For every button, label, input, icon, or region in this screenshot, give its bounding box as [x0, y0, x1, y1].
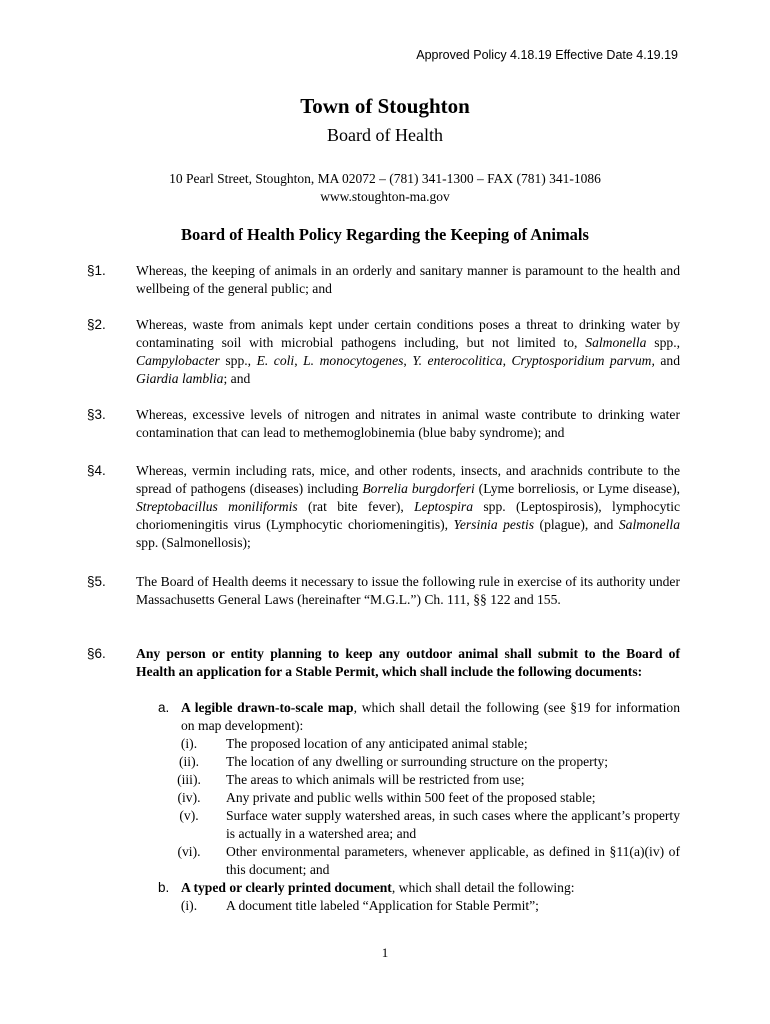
item-number: (iii). [177, 772, 201, 787]
list-item [170, 789, 680, 807]
section-2 [87, 316, 680, 388]
subsection-text: A legible drawn-to-scale map, which shall detail the following (see §19 for information on map development): [181, 700, 680, 733]
section-number: §1. [87, 263, 106, 278]
list-item [170, 897, 680, 915]
subsection-text: A typed or clearly printed document, which shall detail the following: [181, 880, 575, 895]
item-text: A document title labeled “Application for Stable Permit”; [226, 898, 539, 913]
item-number: (ii). [178, 754, 199, 769]
item-text: The location of any dwelling or surrounding structure on the property; [226, 754, 609, 769]
section-1 [87, 262, 680, 298]
section-text: The Board of Health deems it necessary to issue the following rule in exercise of its authority under Massachusetts General Laws (hereinafter “M.G.L.”) Ch. 111, §§ 122 and 155. [136, 574, 680, 607]
list-item [170, 843, 680, 879]
item-number: (i). [180, 736, 198, 751]
item-number: (vi). [177, 844, 201, 859]
item-text: Surface water supply watershed areas, in such cases where the applicant’s property is actually in a watershed area; and [226, 808, 680, 841]
section-text: Whereas, the keeping of animals in an orderly and sanitary manner is paramount to the health and wellbeing of the general public; and [136, 263, 680, 296]
item-text: Other environmental parameters, whenever applicable, as defined in §11(a)(iv) of this document; and [226, 844, 680, 877]
section-4 [87, 462, 680, 552]
subsection-a [158, 699, 680, 735]
address-line: 10 Pearl Street, Stoughton, MA 02072 – (781) 341-1300 – FAX (781) 341-1086 [169, 171, 601, 186]
list-item [170, 771, 680, 789]
document-subtitle: Board of Health [327, 125, 443, 145]
item-text: Any private and public wells within 500 feet of the proposed stable; [226, 790, 596, 805]
policy-heading: Board of Health Policy Regarding the Keeping of Animals [181, 225, 589, 244]
section-number: §2. [87, 317, 106, 332]
website-line: www.stoughton-ma.gov [320, 189, 450, 204]
section-number: §4. [87, 463, 106, 478]
section-text: Any person or entity planning to keep any outdoor animal shall submit to the Board of Health an application for a Stable Permit, which shall include the following documents: [136, 646, 680, 679]
item-text: The areas to which animals will be restricted from use; [226, 772, 525, 787]
list-item [170, 735, 680, 753]
section-number: §5. [87, 574, 106, 589]
section-3 [87, 406, 680, 442]
subsection-letter: a. [158, 700, 170, 715]
section-text: Whereas, waste from animals kept under certain conditions poses a threat to drinking water by contaminating soil with microbial pathogens including, but not limited to, Salmonella spp., Campylobacter spp., E. coli, L. monocytogenes, Y. enterocolitica, Cryptosporidium parvum, and Giardia lamblia; and [136, 317, 680, 386]
item-number: (v). [179, 808, 199, 823]
section-6 [87, 645, 680, 681]
section-text: Whereas, vermin including rats, mice, and other rodents, insects, and arachnids contribute to the spread of pathogens (diseases) including Borrelia burgdorferi (Lyme borreliosis, or Lyme disease), Streptobacillus moniliformis (rat bite fever), Leptospira spp. (Leptospirosis), lymphocytic choriomeningitis virus (Lymphocytic choriomeningitis), Yersinia pestis (plague), and Salmonella spp. (Salmonellosis); [136, 463, 681, 550]
subsection-b [158, 879, 680, 897]
document-title: Town of Stoughton [300, 94, 470, 118]
section-text: Whereas, excessive levels of nitrogen and nitrates in animal waste contribute to drinking water contamination that can lead to methemoglobinemia (blue baby syndrome); and [136, 407, 680, 440]
approval-note: Approved Policy 4.18.19 Effective Date 4.19.19 [416, 48, 678, 62]
item-text: The proposed location of any anticipated animal stable; [226, 736, 528, 751]
list-item [170, 807, 680, 843]
subsection-letter: b. [158, 880, 170, 895]
page-number: 1 [381, 945, 389, 960]
contact-address [0, 170, 770, 206]
list-item [170, 753, 680, 771]
item-number: (i). [180, 898, 198, 913]
section-number: §6. [87, 646, 106, 661]
section-5 [87, 573, 680, 609]
item-number: (iv). [177, 790, 201, 805]
section-number: §3. [87, 407, 106, 422]
